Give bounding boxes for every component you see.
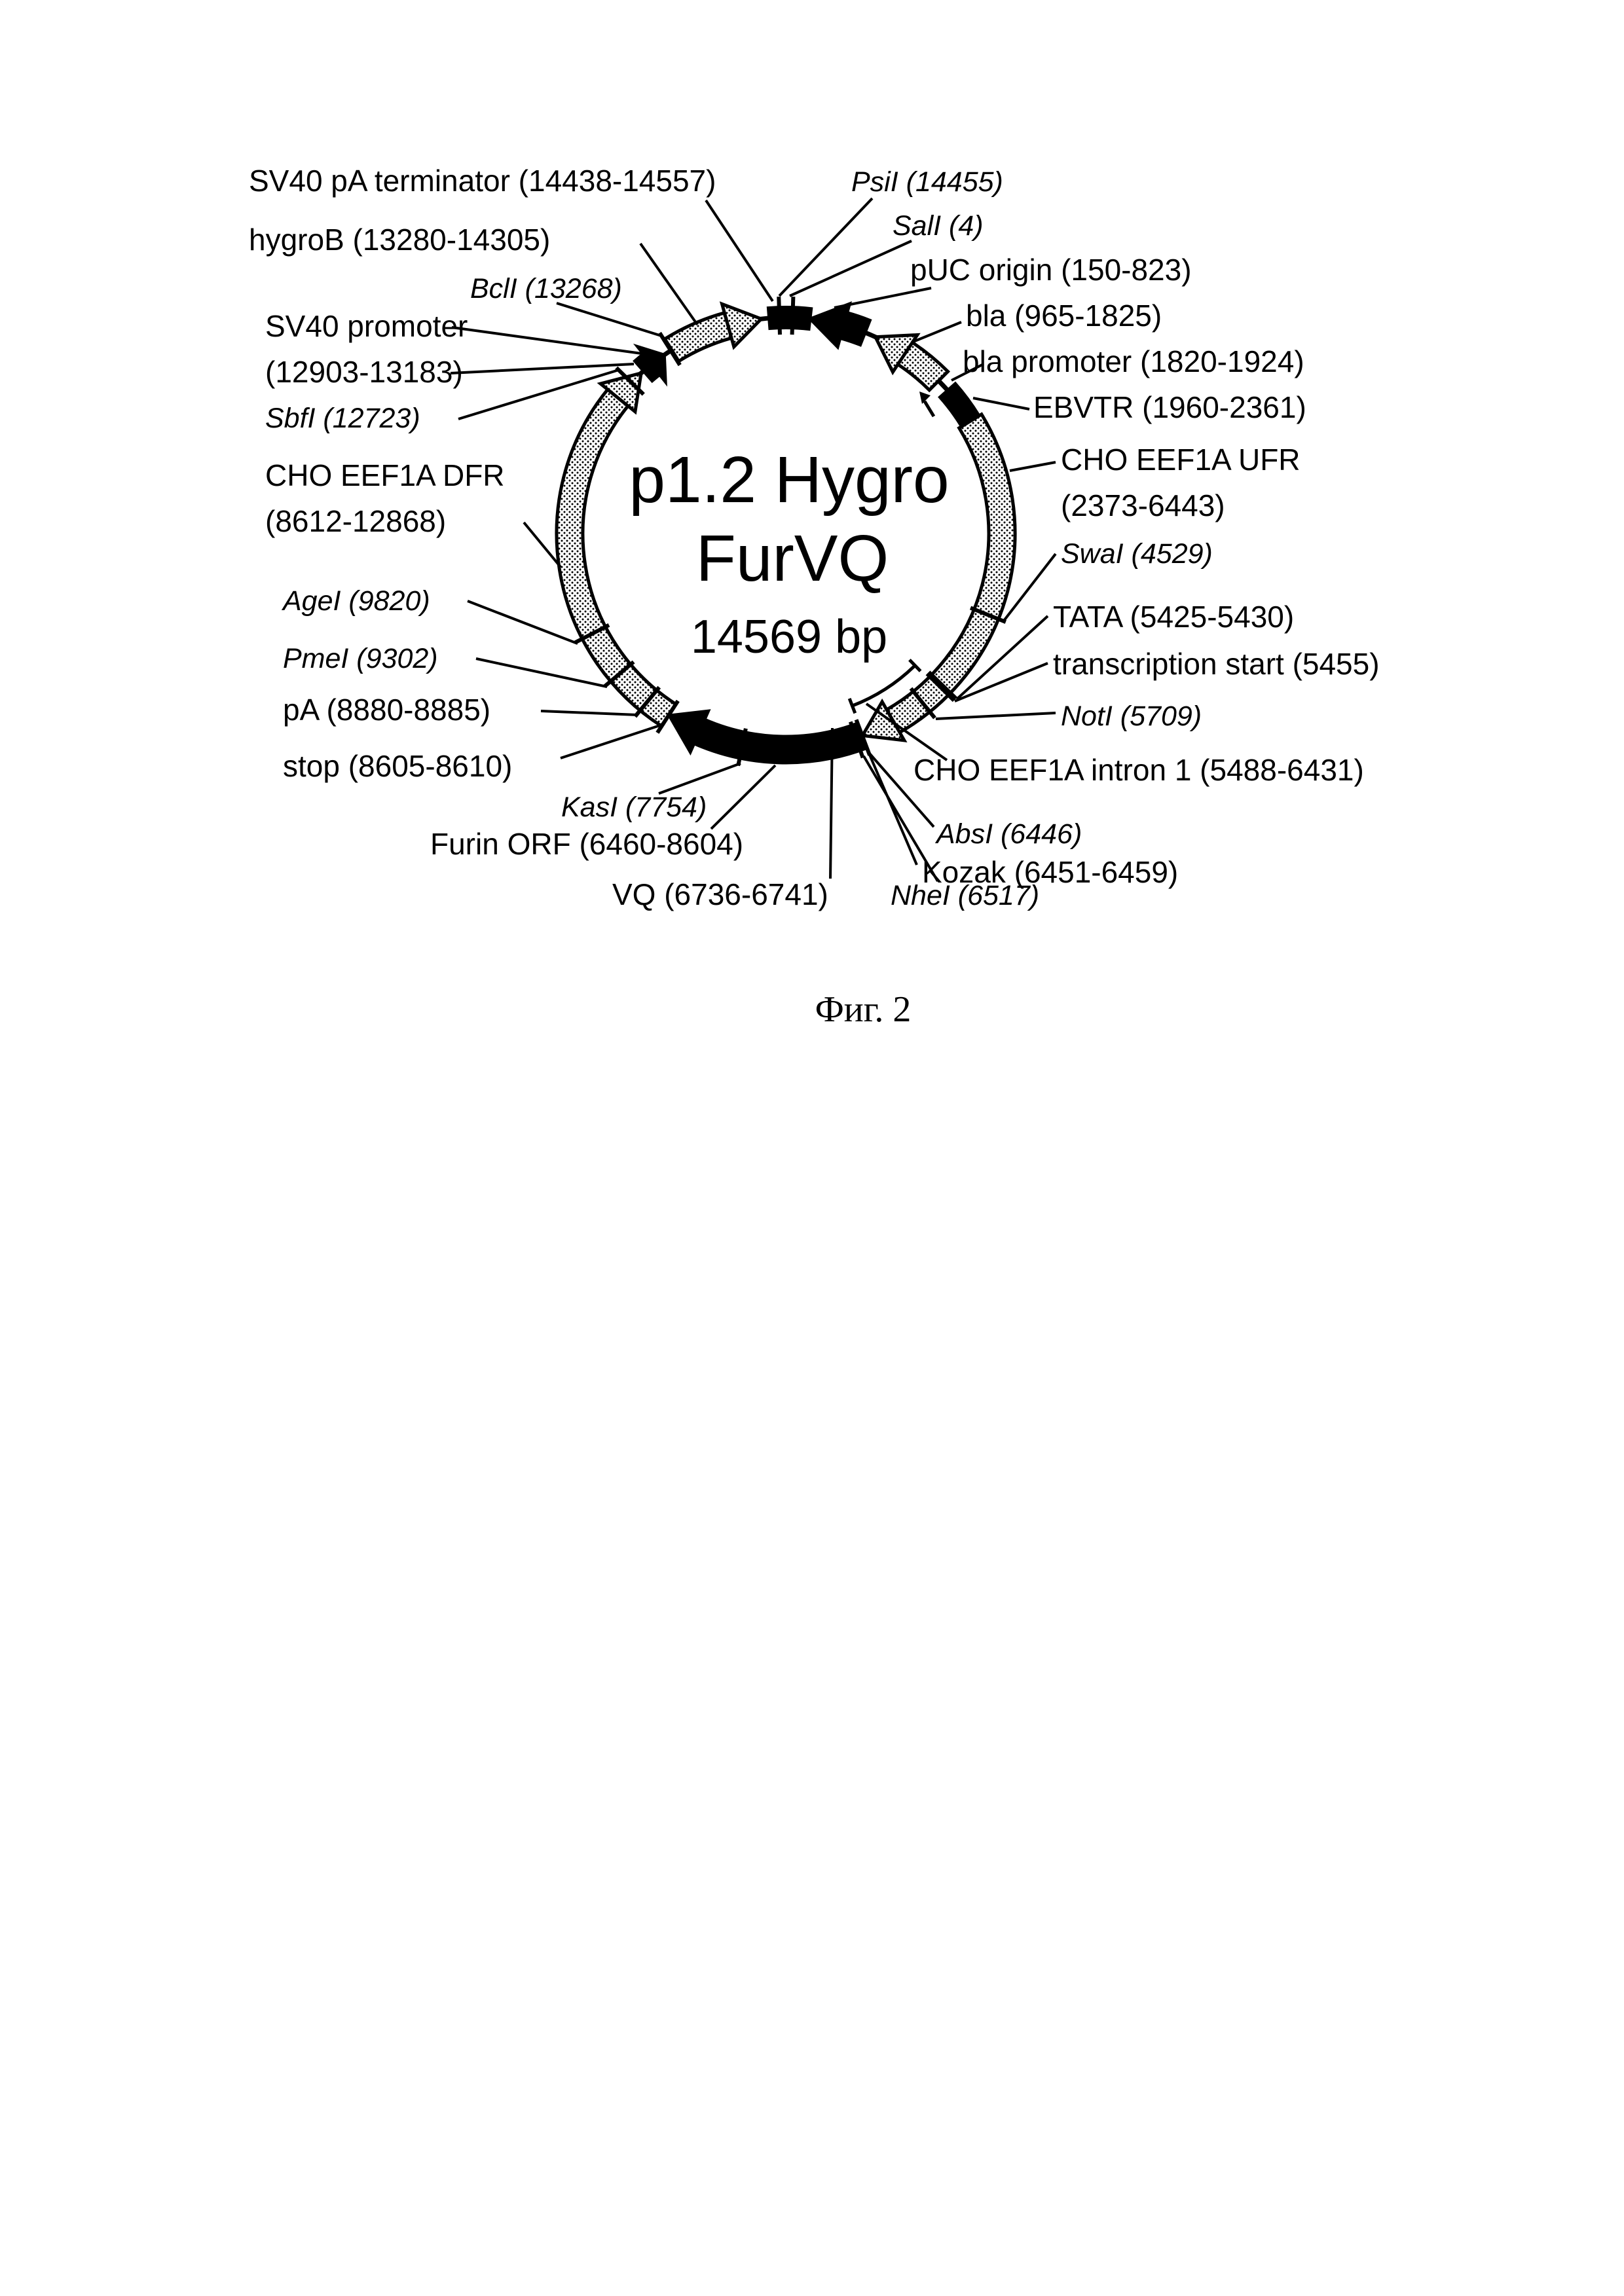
leader-pmei	[476, 659, 607, 687]
leader-agei	[468, 601, 578, 644]
label-bcli: BclI (13268)	[470, 273, 622, 304]
label-hygrob: hygroB (13280-14305)	[249, 223, 551, 257]
leader-furin-orf	[711, 765, 775, 829]
figure-caption: Фиг. 2	[815, 989, 912, 1030]
leader-pa	[541, 711, 638, 715]
leader-sv40-pa-terminator	[706, 200, 773, 301]
label-puc-origin: pUC origin (150-823)	[910, 253, 1192, 287]
leader-stop	[561, 724, 664, 758]
transcription-hook-arrow-bla-promoter	[925, 401, 934, 416]
label-sbfi: SbfI (12723)	[265, 403, 420, 434]
leader-kasi	[659, 763, 741, 793]
leader-sv40-promoter-line2	[451, 364, 634, 373]
label-cho-eef1a-ufr-line1: CHO EEF1A UFR	[1061, 443, 1301, 477]
leader-psii	[779, 198, 872, 296]
label-agei: AgeI (9820)	[283, 585, 430, 617]
label-cho-eef1a-dfr-line2: (8612-12868)	[265, 504, 447, 538]
label-kasi: KasI (7754)	[561, 792, 707, 823]
label-swai: SwaI (4529)	[1061, 538, 1213, 570]
site-tick-psii	[779, 297, 780, 335]
label-furin-orf: Furin ORF (6460-8604)	[430, 827, 744, 861]
plasmid-name-line1: p1.2 Hygro	[629, 443, 950, 517]
feature-arc-furin-orf	[694, 720, 866, 763]
leader-kozak	[870, 755, 917, 865]
feature-arc-sv40-pa-terminator	[768, 307, 811, 329]
label-cho-eef1a-ufr-line2: (2373-6443)	[1061, 488, 1225, 522]
leader-hygrob	[640, 244, 697, 325]
leader-sv40-promoter-line1	[452, 327, 646, 354]
label-sv40-promoter-line1: SV40 promoter	[265, 309, 468, 343]
label-sv40-pa-terminator: SV40 pA terminator (14438-14557)	[249, 164, 716, 198]
leader-sali	[790, 241, 912, 296]
label-nhei: NheI (6517)	[891, 880, 1040, 911]
label-ebvtr: EBVTR (1960-2361)	[1033, 390, 1306, 424]
label-pmei: PmeI (9302)	[283, 643, 438, 674]
leader-cho-eef1a-ufr-line1	[1010, 462, 1056, 471]
label-pa: pA (8880-8885)	[283, 693, 491, 727]
label-sv40-promoter-line2: (12903-13183)	[265, 355, 463, 389]
label-sali: SalI (4)	[893, 210, 984, 242]
label-vq: VQ (6736-6741)	[612, 877, 828, 911]
site-tick-sali	[792, 297, 794, 335]
label-stop: stop (8605-8610)	[283, 749, 513, 783]
label-cho-eef1a-dfr-line1: CHO EEF1A DFR	[265, 458, 505, 492]
label-transcription-start: transcription start (5455)	[1053, 647, 1380, 681]
label-noti: NotI (5709)	[1061, 701, 1202, 732]
leader-bcli	[557, 303, 661, 336]
plasmid-size: 14569 bp	[690, 611, 888, 663]
leader-noti	[936, 713, 1056, 719]
label-bla: bla (965-1825)	[966, 299, 1162, 333]
label-bla-promoter: bla promoter (1820-1924)	[963, 344, 1304, 378]
leader-puc-origin	[834, 288, 931, 308]
leader-ebvtr	[973, 398, 1029, 409]
label-psii: PsiI (14455)	[851, 166, 1003, 198]
leader-bla	[912, 322, 961, 342]
plasmid-name-line2: FurVQ	[695, 522, 889, 595]
label-tata: TATA (5425-5430)	[1053, 600, 1295, 634]
label-cho-eef1a-intron-1: CHO EEF1A intron 1 (5488-6431)	[913, 753, 1364, 787]
label-absi: AbsI (6446)	[936, 818, 1082, 850]
label-kozak: Kozak (6451-6459)	[922, 855, 1179, 889]
